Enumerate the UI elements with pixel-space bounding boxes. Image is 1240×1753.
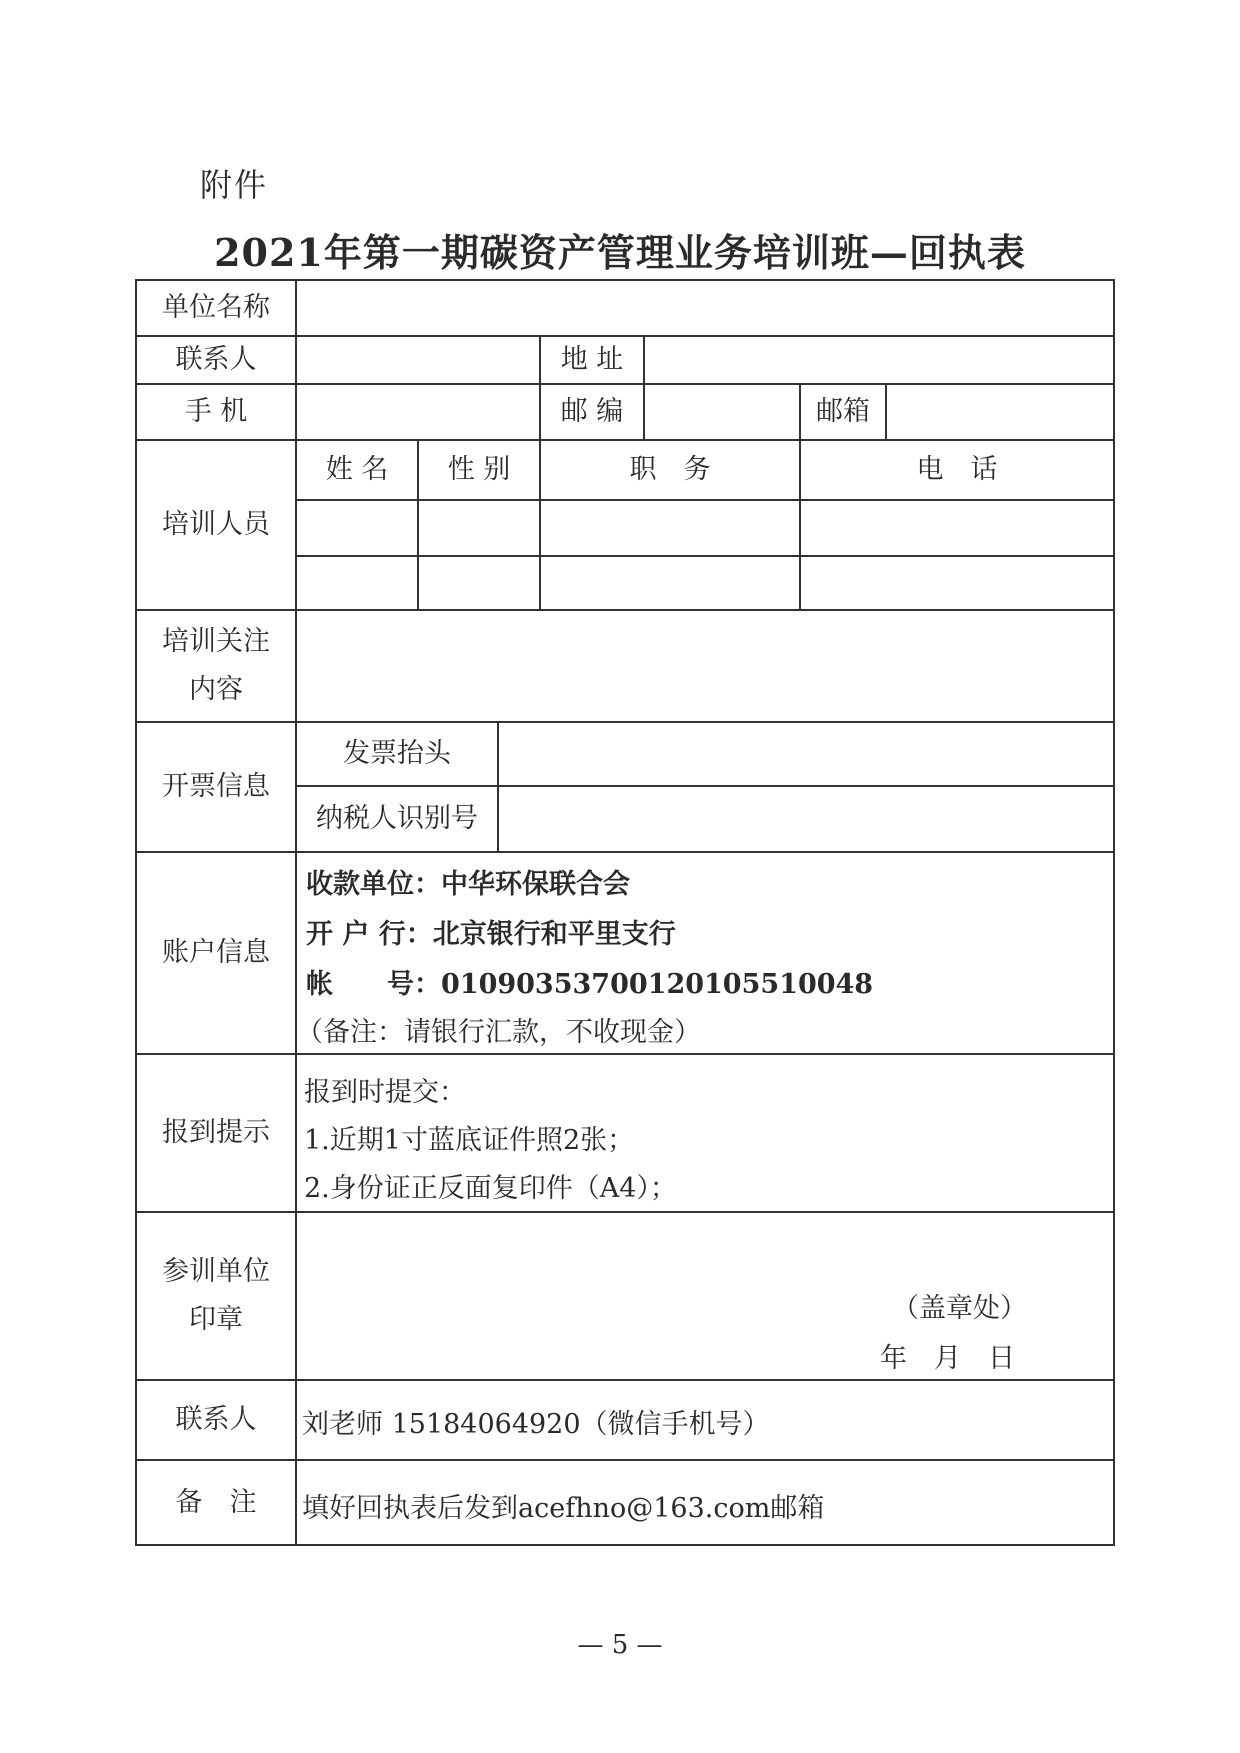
- focus-label: [136, 610, 296, 722]
- report-label: 报到提示: [162, 1117, 270, 1148]
- focus-label-line2: 内容: [189, 674, 243, 705]
- trainee-col-position: 职 务: [629, 454, 711, 485]
- contact2-label: 联系人: [175, 1404, 257, 1435]
- account-payee: 收款单位：中华环保联合会: [306, 869, 630, 900]
- mobile-label: 手 机: [184, 396, 248, 427]
- taxpayer-id-label: 纳税人识别号: [316, 803, 478, 834]
- invoice-title-label: 发票抬头: [343, 738, 451, 769]
- address-label: 地 址: [560, 344, 624, 375]
- remark-value: 填好回执表后发到acefhno@163.com邮箱: [302, 1493, 825, 1524]
- account-label: 账户信息: [162, 937, 270, 968]
- form-title: 2021年第一期碳资产管理业务培训班—回执表: [214, 230, 1026, 275]
- unit-name-label: 单位名称: [162, 292, 270, 323]
- page-number: — 5 —: [577, 1630, 663, 1660]
- account-number: 帐 号：01090353700120105510048: [306, 969, 874, 1000]
- report-line-1: 报到时提交：: [304, 1077, 466, 1108]
- seal-label-line2: 印章: [189, 1304, 243, 1335]
- contact2-value: 刘老师 15184064920（微信手机号）: [302, 1409, 770, 1440]
- seal-date: 年 月 日: [880, 1343, 1015, 1374]
- account-bank: 开 户 行：北京银行和平里支行: [306, 919, 676, 950]
- seal-label-line1: 参训单位: [162, 1256, 270, 1287]
- invoice-label: 开票信息: [162, 771, 270, 802]
- focus-label-line1: 培训关注: [162, 626, 270, 657]
- seal-label: [136, 1212, 296, 1380]
- contact-label: 联系人: [175, 344, 257, 375]
- trainees-label: 培训人员: [162, 509, 270, 540]
- remark-label: 备 注: [175, 1486, 257, 1518]
- email-label: 邮箱: [816, 396, 870, 427]
- trainee-col-gender: 性 别: [447, 454, 511, 485]
- trainee-col-phone: 电 话: [916, 454, 998, 485]
- postcode-label: 邮 编: [560, 396, 624, 427]
- report-line-2: 1.近期1寸蓝底证件照2张；: [304, 1125, 635, 1156]
- seal-place: （盖章处）: [892, 1293, 1027, 1324]
- account-note: （备注：请银行汇款，不收现金）: [296, 1017, 701, 1048]
- report-line-3: 2.身份证正反面复印件（A4）；: [304, 1173, 677, 1204]
- trainee-col-name: 姓 名: [325, 454, 389, 485]
- attachment-label: 附件: [200, 166, 269, 204]
